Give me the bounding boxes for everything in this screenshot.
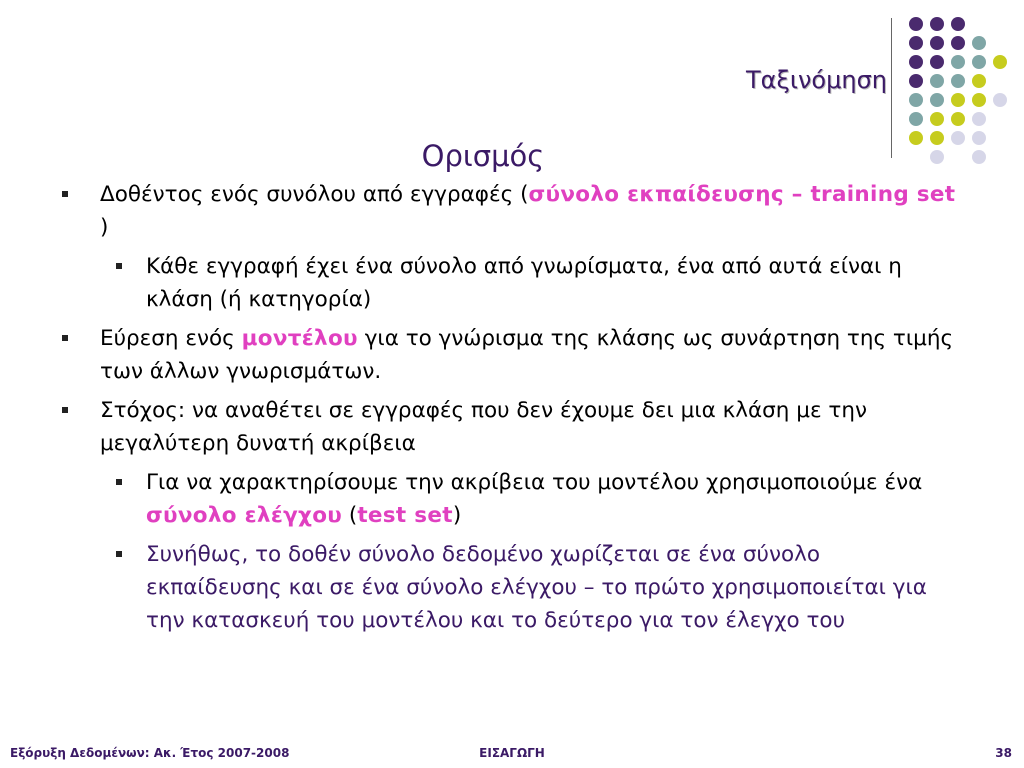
dot [930, 112, 944, 126]
dot [930, 74, 944, 88]
slide-body [60, 178, 960, 643]
bullet-text: ) [100, 215, 109, 240]
highlight-test-set: σύνολο ελέγχου [146, 503, 343, 528]
dot [951, 17, 965, 31]
slide-heading: Ορισμός [421, 139, 545, 173]
dot [909, 55, 923, 69]
footer-page-number: 38 [995, 746, 1012, 760]
dot [951, 36, 965, 50]
dot [909, 36, 923, 50]
bullet-marker [62, 407, 68, 413]
dot [972, 131, 986, 145]
bullet-text: ( [342, 503, 358, 528]
dot [972, 36, 986, 50]
bullet-training-set [60, 178, 960, 244]
bullet-marker [116, 551, 122, 557]
dot [909, 74, 923, 88]
bullet-text: ) [452, 503, 462, 528]
bullet-text: Δοθέντος ενός συνόλου από εγγραφές ( [100, 182, 529, 207]
bullet-marker [116, 263, 122, 269]
dot [909, 112, 923, 126]
bullet-text: για το γνώρισμα της κλάσης ως συνάρτηση της τιμής των άλλων γνωρισμάτων. [100, 326, 954, 384]
dot [951, 112, 965, 126]
sub-bullet-record-attributes [60, 250, 960, 316]
dot [930, 36, 944, 50]
dot [951, 74, 965, 88]
highlight-test-set-en: test set [357, 503, 453, 528]
dot [972, 55, 986, 69]
bullet-goal [60, 394, 960, 460]
dot [972, 112, 986, 126]
highlight-model: μοντέλου [241, 326, 358, 351]
dot [951, 93, 965, 107]
divider-line [891, 18, 892, 158]
dot [972, 74, 986, 88]
dot [993, 93, 1007, 107]
bullet-text: Για να χαρακτηρίσουμε την ακρίβεια του μοντέλου χρησιμοποιούμε ένα [146, 470, 923, 495]
bullet-text: Κάθε εγγραφή έχει ένα σύνολο από γνωρίσματα, ένα από αυτά είναι η κλάση (ή κατηγορία) [146, 254, 902, 312]
dot [930, 55, 944, 69]
bullet-text: Συνήθως, το δοθέν σύνολο δεδομένο χωρίζεται σε ένα σύνολο εκπαίδευσης και σε ένα σύνολο ελέγχου – το πρώτο χρησιμοποιείται για την κατασκευή του μοντέλου και το δεύτερο για τον έλεγχο του [146, 542, 927, 633]
footer-section: ΕΙΣΑΓΩΓΗ [479, 746, 545, 760]
sub-bullet-test-set [60, 466, 960, 532]
dot [930, 17, 944, 31]
dot [909, 17, 923, 31]
bullet-model [60, 322, 960, 388]
bullet-marker [116, 479, 122, 485]
sub-bullet-data-split [60, 538, 960, 637]
footer-course: Εξόρυξη Δεδομένων: Ακ. Έτος 2007-2008 [10, 746, 290, 760]
bullet-marker [62, 191, 68, 197]
dot [972, 150, 986, 164]
bullet-marker [62, 335, 68, 341]
dot [972, 93, 986, 107]
dot [951, 55, 965, 69]
dot [909, 93, 923, 107]
bullet-text: Στόχος: να αναθέτει σε εγγραφές που δεν έχουμε δει μια κλάση με την μεγαλύτερη δυνατή ακρίβεια [100, 398, 867, 456]
dot [993, 55, 1007, 69]
bullet-text: Εύρεση ενός [100, 326, 242, 351]
section-title: Ταξινόμηση [746, 66, 887, 94]
highlight-training-set: σύνολο εκπαίδευσης – training set [528, 182, 956, 207]
dot [930, 93, 944, 107]
